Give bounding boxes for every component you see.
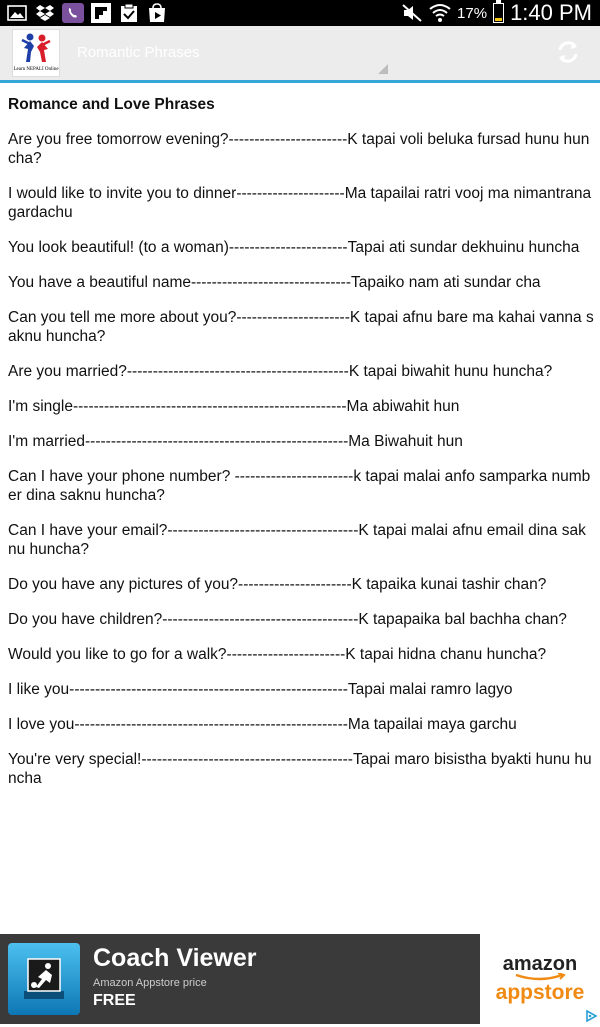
page-title[interactable]: Romantic Phrases — [77, 44, 200, 61]
system-status — [401, 0, 600, 26]
phrase-item: Are you married?-------------------------------------------K tapai biwahit hunu huncha? — [8, 363, 553, 380]
phrase-item: Can you tell me more about you?----------------------K tapai afnu bare ma kahai vanna saknu huncha? — [8, 309, 594, 345]
wifi-icon — [429, 3, 451, 23]
refresh-icon — [554, 38, 582, 66]
phrase-item: You're very special!-----------------------------------------Tapai maro bisistha byakti hunu huncha — [8, 751, 592, 787]
refresh-button[interactable] — [554, 38, 582, 66]
app-logo[interactable] — [12, 29, 60, 77]
battery-icon — [493, 3, 504, 23]
appstore-wordmark: appstore — [495, 981, 585, 1004]
phrase-item: You look beautiful! (to a woman)-----------------------Tapai ati sundar dekhuinu huncha — [8, 239, 580, 256]
amazon-smile-icon — [512, 973, 568, 981]
phrase-item: I'm married---------------------------------------------------Ma Biwahuit hun — [8, 433, 463, 450]
soccer-player-icon — [18, 953, 70, 1005]
phrase-item: I would like to invite you to dinner---------------------Ma tapailai ratri vooj ma nimantrana gardachu — [8, 185, 592, 221]
phrase-item: Would you like to go for a walk?-----------------------K tapai hidna chanu huncha? — [8, 646, 547, 663]
coach-viewer-app-icon[interactable] — [8, 943, 80, 1015]
phrase-item: Can I have your email?-------------------------------------K tapai malai afnu email dina saknu huncha? — [8, 522, 586, 558]
battery-percent: 17% — [457, 4, 488, 22]
phrase-item: You have a beautiful name-------------------------------Tapaiko nam ati sundar cha — [8, 274, 541, 291]
mute-icon — [401, 3, 423, 23]
amazon-appstore-logo[interactable] — [480, 934, 600, 1024]
dancers-logo-icon — [18, 32, 54, 66]
phrase-item: I'm single-----------------------------------------------------Ma abiwahit hun — [8, 398, 460, 415]
ad-subtitle: Amazon Appstore price — [93, 977, 207, 989]
phrase-item: I like you------------------------------------------------------Tapai malai ramro lagyo — [8, 681, 513, 698]
clock: 1:40 PM — [510, 0, 592, 25]
action-bar — [0, 26, 600, 83]
flipboard-icon — [90, 3, 112, 23]
phrase-item: Can I have your phone number? -----------------------k tapai malai anfo samparka number dina saknu huncha? — [8, 468, 591, 504]
viber-icon — [62, 3, 84, 23]
phrase-item: Are you free tomorrow evening?-----------------------K tapai voli beluka fursad hunu huncha? — [8, 131, 590, 167]
phrase-list — [8, 130, 594, 788]
phrase-item: I love you-----------------------------------------------------Ma tapailai maya garchu — [8, 716, 517, 733]
notification-icons — [0, 3, 168, 23]
gallery-icon — [6, 3, 28, 23]
phrases-content[interactable] — [8, 96, 594, 934]
dropbox-icon — [34, 3, 56, 23]
amazon-wordmark: amazon — [502, 953, 578, 975]
phrase-item: Do you have children?--------------------------------------K tapapaika bal bachha chan? — [8, 611, 567, 628]
status-bar — [0, 0, 600, 26]
adchoices-icon[interactable] — [584, 1008, 598, 1022]
clipboard-check-icon — [118, 3, 140, 23]
play-store-icon — [146, 3, 168, 23]
section-title: Romance and Love Phrases — [8, 96, 215, 113]
logo-text: Learn NEPALI Online — [13, 67, 59, 72]
phrase-item: Do you have any pictures of you?----------------------K tapaika kunai tashir chan? — [8, 576, 547, 593]
ad-banner[interactable] — [0, 934, 600, 1024]
ad-title[interactable]: Coach Viewer — [93, 944, 257, 972]
ad-price: FREE — [93, 992, 136, 1009]
spinner-indicator-icon — [378, 64, 388, 74]
